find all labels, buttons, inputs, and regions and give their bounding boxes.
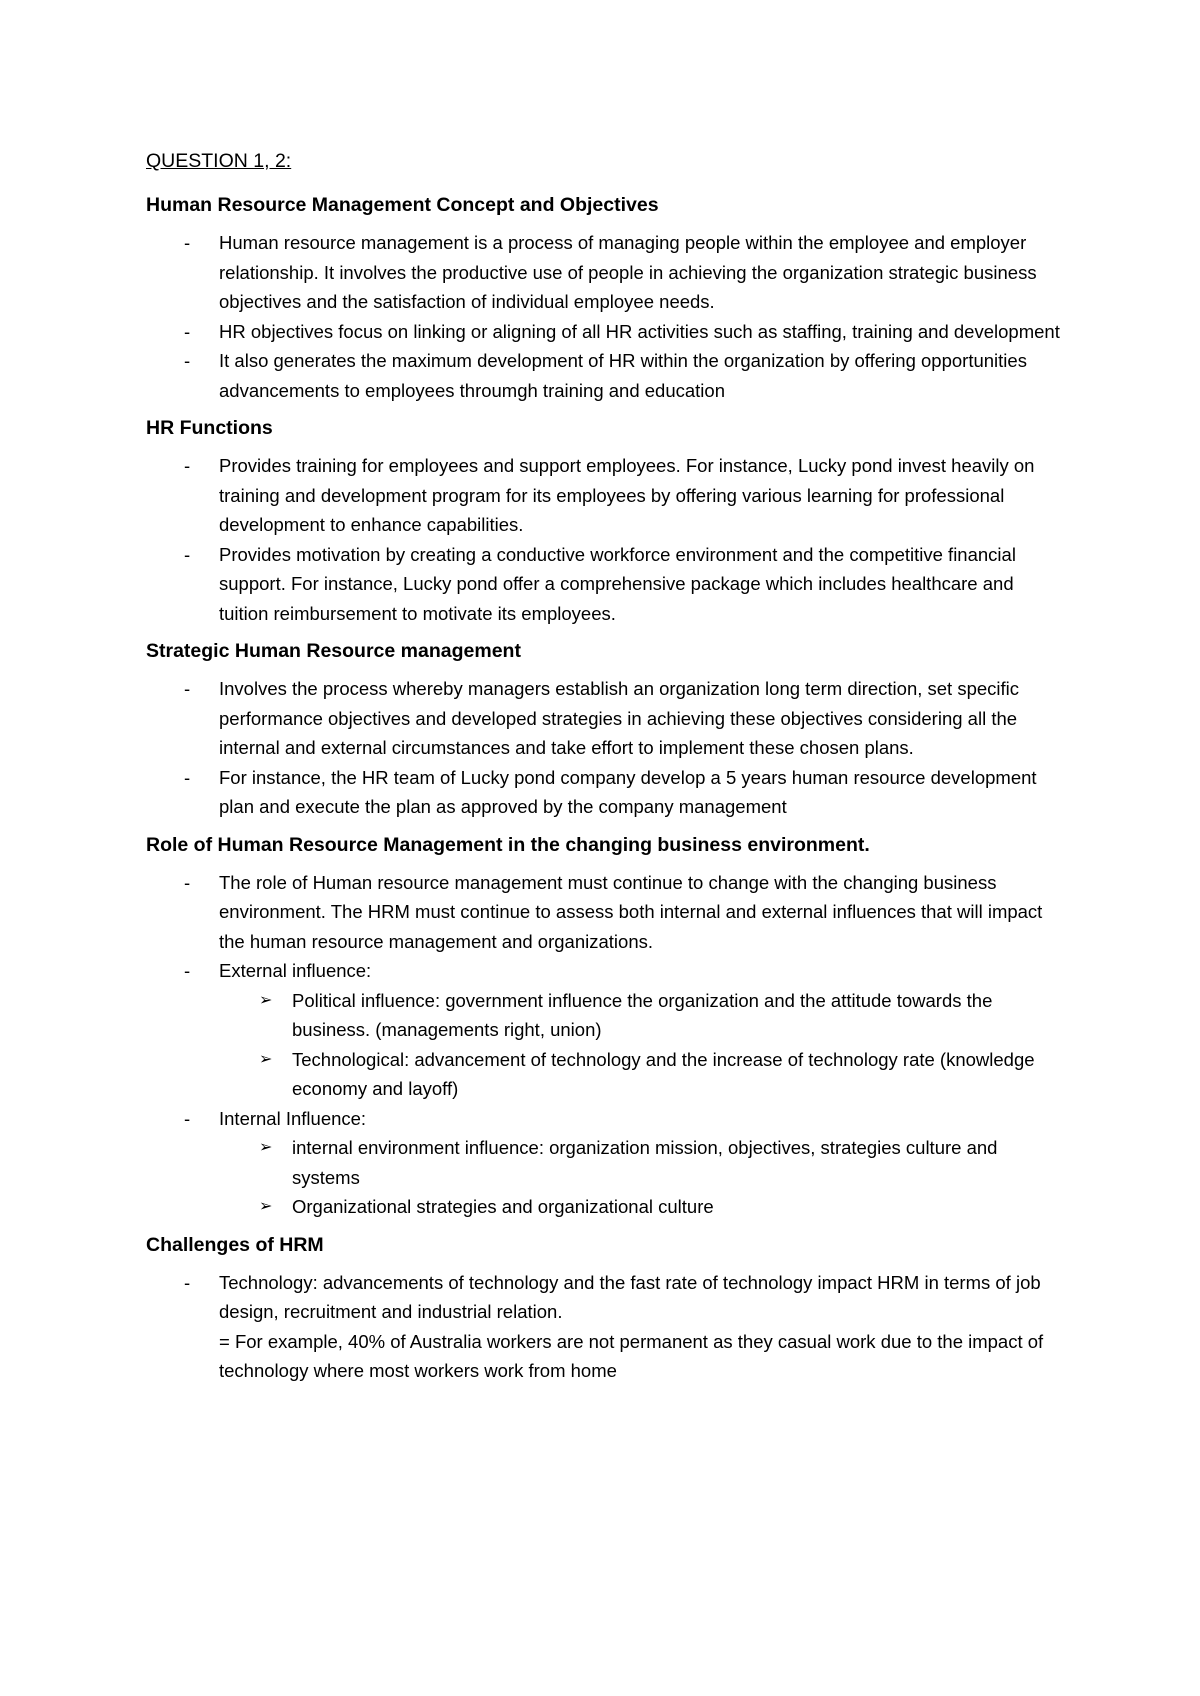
section-heading-hr-functions: HR Functions [146,417,273,439]
arrow-bullet-icon: ➢ [259,1050,273,1068]
sublist-item: ➢ internal environment influence: organization mission, objectives, strategies culture and systems [219,1133,1066,1192]
dash-bullet: - [184,678,191,699]
list-item: - Involves the process whereby managers establish an organization long term direction, set specific performance objectives and developed strategies in achieving these objectives considering all the internal and external circumstances and take effort to implement these chosen plans. [146,674,1066,763]
challenges-of-hrm-list [146,1268,1066,1386]
list-item: - Technology: advancements of technology and the fast rate of technology impact HRM in terms of job design, recruitment and industrial relation. = For example, 40% of Australia workers are not permanent as they casual work due to the impact of technology where most workers work from home [146,1268,1066,1386]
sublist-item: ➢ Technological: advancement of technology and the increase of technology rate (knowledge economy and layoff) [219,1045,1066,1104]
example-note: = For example, 40% of Australia workers are not permanent as they casual work due to the impact of technology where most workers work from home [219,1330,1044,1381]
dash-bullet: - [184,960,191,981]
dash-bullet: - [184,871,191,893]
list-item-internal-influence: - Internal Influence: ➢ internal environment influence: organization mission, objectives, strategies culture and systems ➢ Organizational strategies and organizational culture [146,1104,1066,1222]
role-of-hrm-list [146,868,1066,1222]
document-page [146,140,1066,1392]
arrow-bullet-icon: ➢ [259,1198,273,1215]
dash-bullet: - [184,320,191,342]
section-heading-hrm-concept: Human Resource Management Concept and Objectives [146,194,659,216]
list-item: - It also generates the maximum development of HR within the organization by offering opportunities advancements to employees throumgh training and education [146,346,1066,405]
dash-bullet: - [184,1271,191,1293]
hr-functions-list [146,451,1066,628]
internal-influence-sublist [219,1133,1066,1222]
dash-bullet: - [184,766,191,788]
section-heading-role-of-hrm: Role of Human Resource Management in the changing business environment. [146,833,870,856]
dash-bullet: - [184,232,191,253]
arrow-bullet-icon: ➢ [259,1139,273,1156]
external-influence-sublist [219,986,1066,1104]
question-title: QUESTION 1, 2: [146,150,292,172]
dash-bullet: - [184,455,191,476]
list-item: - Provides motivation by creating a conductive workforce environment and the competitive financial support. For instance, Lucky pond offer a comprehensive package which includes healthcare and tuition reimbursement to motivate its employees. [146,540,1066,629]
sublist-item: ➢ Organizational strategies and organizational culture [219,1192,1066,1222]
strategic-hrm-list [146,674,1066,822]
list-item: - Provides training for employees and support employees. For instance, Lucky pond invest heavily on training and development program for its employees by offering various learning for professional development to enhance capabilities. [146,451,1066,540]
list-item: - Human resource management is a process of managing people within the employee and employer relationship. It involves the productive use of people in achieving the organization strategic business objectives and the satisfaction of individual employee needs. [146,228,1066,317]
sublist-item: ➢ Political influence: government influence the organization and the attitude towards the business. (managements right, union) [219,986,1066,1045]
list-item: - HR objectives focus on linking or aligning of all HR activities such as staffing, training and development [146,317,1066,347]
section-heading-challenges-of-hrm: Challenges of HRM [146,1233,324,1256]
arrow-bullet-icon: ➢ [259,991,273,1009]
dash-bullet: - [184,543,191,565]
list-item: - For instance, the HR team of Lucky pond company develop a 5 years human resource development plan and execute the plan as approved by the company management [146,763,1066,822]
list-item-external-influence: - External influence: ➢ Political influence: government influence the organization and the attitude towards the business. (managements right, union) ➢ Technological: advancement of technology and the increase of technology rate (knowledge economy and layoff) [146,956,1066,1104]
section-heading-strategic-hrm: Strategic Human Resource management [146,640,521,662]
dash-bullet: - [184,350,191,371]
hrm-concept-list [146,228,1066,405]
list-item: - The role of Human resource management must continue to change with the changing business environment. The HRM must continue to assess both internal and external influences that will impact the human resource management and organizations. [146,868,1066,957]
dash-bullet: - [184,1107,191,1129]
